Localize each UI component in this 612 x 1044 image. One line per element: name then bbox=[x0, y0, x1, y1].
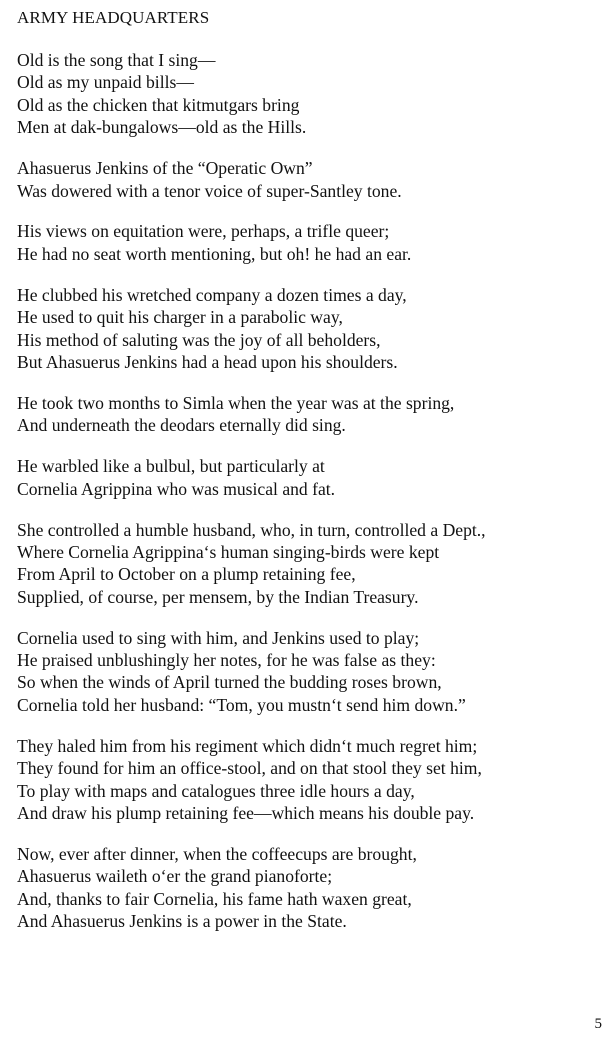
poem-line: To play with maps and catalogues three idle hours a day, bbox=[17, 780, 415, 801]
poem-line: Now, ever after dinner, when the coffeecups are brought, bbox=[17, 843, 417, 864]
stanza-9 bbox=[17, 735, 602, 825]
poem-line: He had no seat worth mentioning, but oh! he had an ear. bbox=[17, 243, 412, 264]
poem-line: He used to quit his charger in a parabolic way, bbox=[17, 307, 343, 328]
poem-line: Where Cornelia Agrippina‘s human singing-birds were kept bbox=[17, 541, 440, 562]
poem-line: Old is the song that I sing— bbox=[17, 50, 216, 70]
poem-line: Cornelia Agrippina who was musical and fat. bbox=[17, 478, 336, 499]
stanza-2 bbox=[17, 157, 602, 202]
stanza-3 bbox=[17, 220, 602, 265]
stanza-10 bbox=[17, 843, 602, 933]
poem-line: He took two months to Simla when the year was at the spring, bbox=[17, 392, 455, 413]
poem-line: Men at dak-bungalows—old as the Hills. bbox=[17, 117, 307, 138]
stanza-1 bbox=[17, 49, 602, 139]
poem-line: She controlled a humble husband, who, in turn, controlled a Dept., bbox=[17, 519, 486, 540]
poem-line: He clubbed his wretched company a dozen times a day, bbox=[17, 284, 407, 305]
stanza-6 bbox=[17, 455, 602, 500]
poem-line: And, thanks to fair Cornelia, his fame hath waxen great, bbox=[17, 888, 412, 909]
poem-line: He praised unblushingly her notes, for he was false as they: bbox=[17, 650, 436, 671]
poem-line: Old as the chicken that kitmutgars bring bbox=[17, 94, 300, 115]
poem-title: ARMY HEADQUARTERS bbox=[17, 8, 210, 27]
poem-line: From April to October on a plump retaining fee, bbox=[17, 564, 356, 585]
poem-line: Cornelia told her husband: “Tom, you mustn‘t send him down.” bbox=[17, 694, 466, 715]
poem-line: Was dowered with a tenor voice of super-Santley tone. bbox=[17, 180, 402, 201]
poem-line: And underneath the deodars eternally did sing. bbox=[17, 415, 346, 436]
poem-line: He warbled like a bulbul, but particularly at bbox=[17, 456, 325, 477]
stanza-8 bbox=[17, 627, 602, 717]
poem-line: His views on equitation were, perhaps, a trifle queer; bbox=[17, 221, 390, 242]
poem-line: But Ahasuerus Jenkins had a head upon his shoulders. bbox=[17, 351, 398, 372]
poem-line: Supplied, of course, per mensem, by the Indian Treasury. bbox=[17, 586, 419, 607]
stanza-7 bbox=[17, 519, 602, 609]
poem-line: And draw his plump retaining fee—which means his double pay. bbox=[17, 802, 475, 823]
poem-line: They found for him an office-stool, and on that stool they set him, bbox=[17, 758, 482, 779]
stanza-4 bbox=[17, 284, 602, 374]
poem-line: And Ahasuerus Jenkins is a power in the State. bbox=[17, 911, 347, 932]
poem-line: Ahasuerus Jenkins of the “Operatic Own” bbox=[17, 158, 313, 179]
document-page bbox=[17, 7, 602, 951]
poem-line: Cornelia used to sing with him, and Jenkins used to play; bbox=[17, 627, 420, 648]
page-number: 5 bbox=[594, 1016, 602, 1032]
stanza-5 bbox=[17, 392, 602, 437]
poem-line: Old as my unpaid bills— bbox=[17, 72, 194, 93]
poem-line: They haled him from his regiment which didn‘t much regret him; bbox=[17, 735, 478, 756]
poem-line: So when the winds of April turned the budding roses brown, bbox=[17, 672, 442, 693]
poem-line: Ahasuerus waileth o‘er the grand pianoforte; bbox=[17, 866, 333, 887]
poem-line: His method of saluting was the joy of all beholders, bbox=[17, 329, 381, 350]
